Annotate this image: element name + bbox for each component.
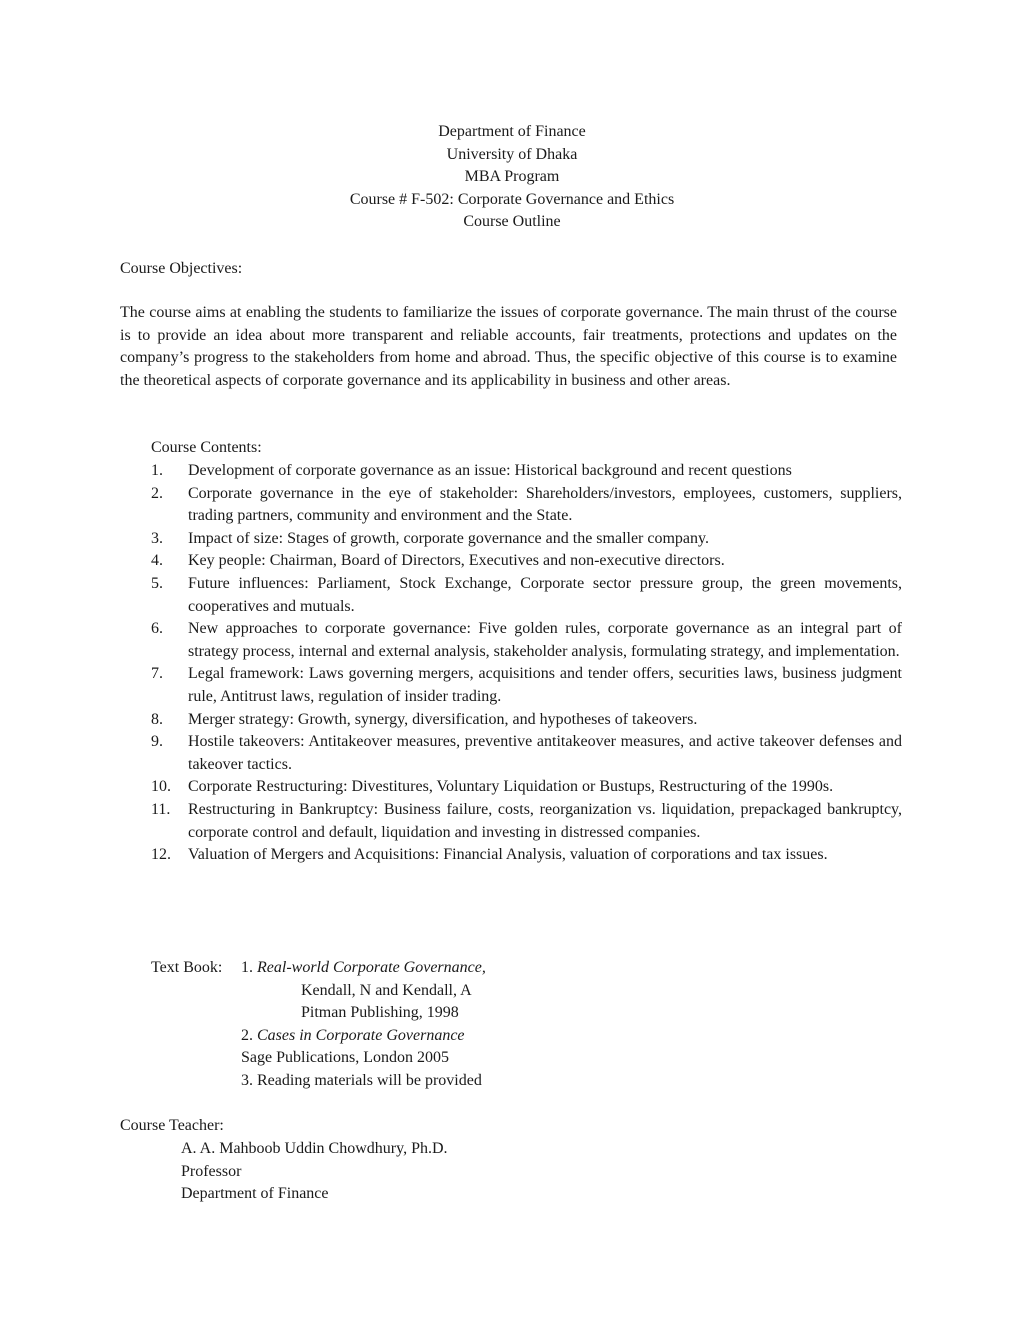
list-item-text: Corporate governance in the eye of stakeholder: Shareholders/investors, employees, customers, suppliers, trading partners, community and environment and the State.: [188, 484, 902, 525]
teacher-name: A. A. Mahboob Uddin Chowdhury, Ph.D.: [181, 1140, 448, 1157]
document-header: [0, 121, 1024, 234]
list-item: [151, 799, 902, 844]
list-item: [151, 663, 902, 708]
list-item: [151, 573, 902, 618]
list-item-number: 7.: [151, 665, 163, 683]
textbook-label: Text Book:: [151, 959, 223, 976]
textbook-section: [151, 957, 651, 1093]
contents-label: Course Contents:: [151, 439, 262, 456]
textbook-1-authors: Kendall, N and Kendall, A: [301, 981, 472, 999]
list-item: [151, 483, 902, 528]
teacher-label: Course Teacher:: [120, 1117, 224, 1134]
list-item: [151, 618, 902, 663]
list-item-text: Impact of size: Stages of growth, corporate governance and the smaller company.: [188, 529, 709, 547]
list-item-number: 5.: [151, 574, 163, 592]
textbook-row: [151, 1070, 651, 1093]
header-department: Department of Finance: [438, 123, 586, 140]
textbook-1-publisher: Pitman Publishing, 1998: [301, 1004, 459, 1022]
list-item-text: Future influences: Parliament, Stock Exchange, Corporate sector pressure group, the green movements, cooperatives and mutuals.: [188, 574, 902, 615]
list-item-number: 12.: [151, 846, 171, 864]
list-item-number: 11.: [151, 800, 171, 818]
list-item-number: 8.: [151, 710, 163, 728]
list-item-text: New approaches to corporate governance: Five golden rules, corporate governance as an integral part of strategy process, internal and external analysis, stakeholder analysis, formulating strategy, and implementation.: [188, 620, 902, 660]
textbook-row: [151, 980, 651, 1003]
textbook-2-title: Cases in Corporate Governance: [257, 1026, 465, 1044]
teacher-info: [181, 1138, 448, 1206]
list-item-text: Valuation of Mergers and Acquisitions: Financial Analysis, valuation of corporations and tax issues.: [188, 846, 828, 864]
list-item-text: Corporate Restructuring: Divestitures, Voluntary Liquidation or Bustups, Restructuring of the 1990s.: [188, 778, 834, 796]
textbook-1-title: Real-world Corporate Governance,: [257, 959, 486, 976]
objectives-paragraph: The course aims at enabling the students to familiarize the issues of corporate governance. The main thrust of the course is to provide an idea about more transparent and reliable accounts, fair treatments, protections and updates on the company’s progress to the stakeholders from home and abroad. Thus, the specific objective of this course is to examine the theoretical aspects of corporate governance and its applicability in business and other areas.: [120, 304, 897, 389]
list-item-number: 4.: [151, 552, 163, 570]
list-item-number: 6.: [151, 620, 163, 638]
list-item-text: Restructuring in Bankruptcy: Business failure, costs, reorganization vs. liquidation, prepackaged bankruptcy, corporate control and default, liquidation and investing in distressed companies.: [188, 800, 902, 841]
list-item: [151, 776, 902, 799]
header-program: MBA Program: [464, 168, 560, 186]
textbook-1-number: 1.: [241, 959, 253, 976]
header-course-title: Course # F-502: Corporate Governance and Ethics: [349, 190, 675, 208]
textbook-1: [241, 957, 486, 980]
header-outline: Course Outline: [463, 213, 561, 231]
textbook-row: [151, 1025, 651, 1048]
list-item-text: Merger strategy: Growth, synergy, diversification, and hypotheses of takeovers.: [188, 710, 698, 728]
teacher-department: Department of Finance: [181, 1185, 329, 1203]
list-item: [151, 844, 902, 867]
objectives-label: Course Objectives:: [120, 260, 243, 277]
textbook-2-publisher: Sage Publications, London 2005: [241, 1049, 449, 1067]
list-item-number: 3.: [151, 529, 163, 547]
list-item: [151, 731, 902, 776]
list-item: [151, 550, 902, 573]
header-university: University of Dhaka: [446, 145, 578, 163]
list-item-text: Key people: Chairman, Board of Directors, Executives and non-executive directors.: [188, 552, 725, 570]
list-item: [151, 709, 902, 732]
list-item-text: Development of corporate governance as an issue: Historical background and recent questions: [188, 462, 792, 479]
list-item-number: 2.: [151, 484, 163, 502]
textbook-row: [151, 1047, 651, 1070]
list-item-number: 1.: [151, 462, 163, 479]
list-item-text: Legal framework: Laws governing mergers, acquisitions and tender offers, securities laws, business judgment rule, Antitrust laws, regulation of insider trading.: [188, 665, 902, 705]
textbook-2: [241, 1025, 465, 1048]
list-item: [151, 528, 902, 551]
list-item-number: 9.: [151, 733, 163, 751]
teacher-title: Professor: [181, 1162, 242, 1180]
textbook-row: [151, 1002, 651, 1025]
list-item-text: Hostile takeovers: Antitakeover measures, preventive antitakeover measures, and active takeover defenses and takeover tactics.: [188, 733, 902, 773]
list-item: [151, 460, 902, 483]
textbook-row: [151, 957, 651, 980]
list-item-number: 10.: [151, 778, 171, 796]
textbook-2-number: 2.: [241, 1026, 253, 1044]
contents-list: [151, 460, 902, 867]
textbook-3: 3. Reading materials will be provided: [241, 1071, 482, 1089]
